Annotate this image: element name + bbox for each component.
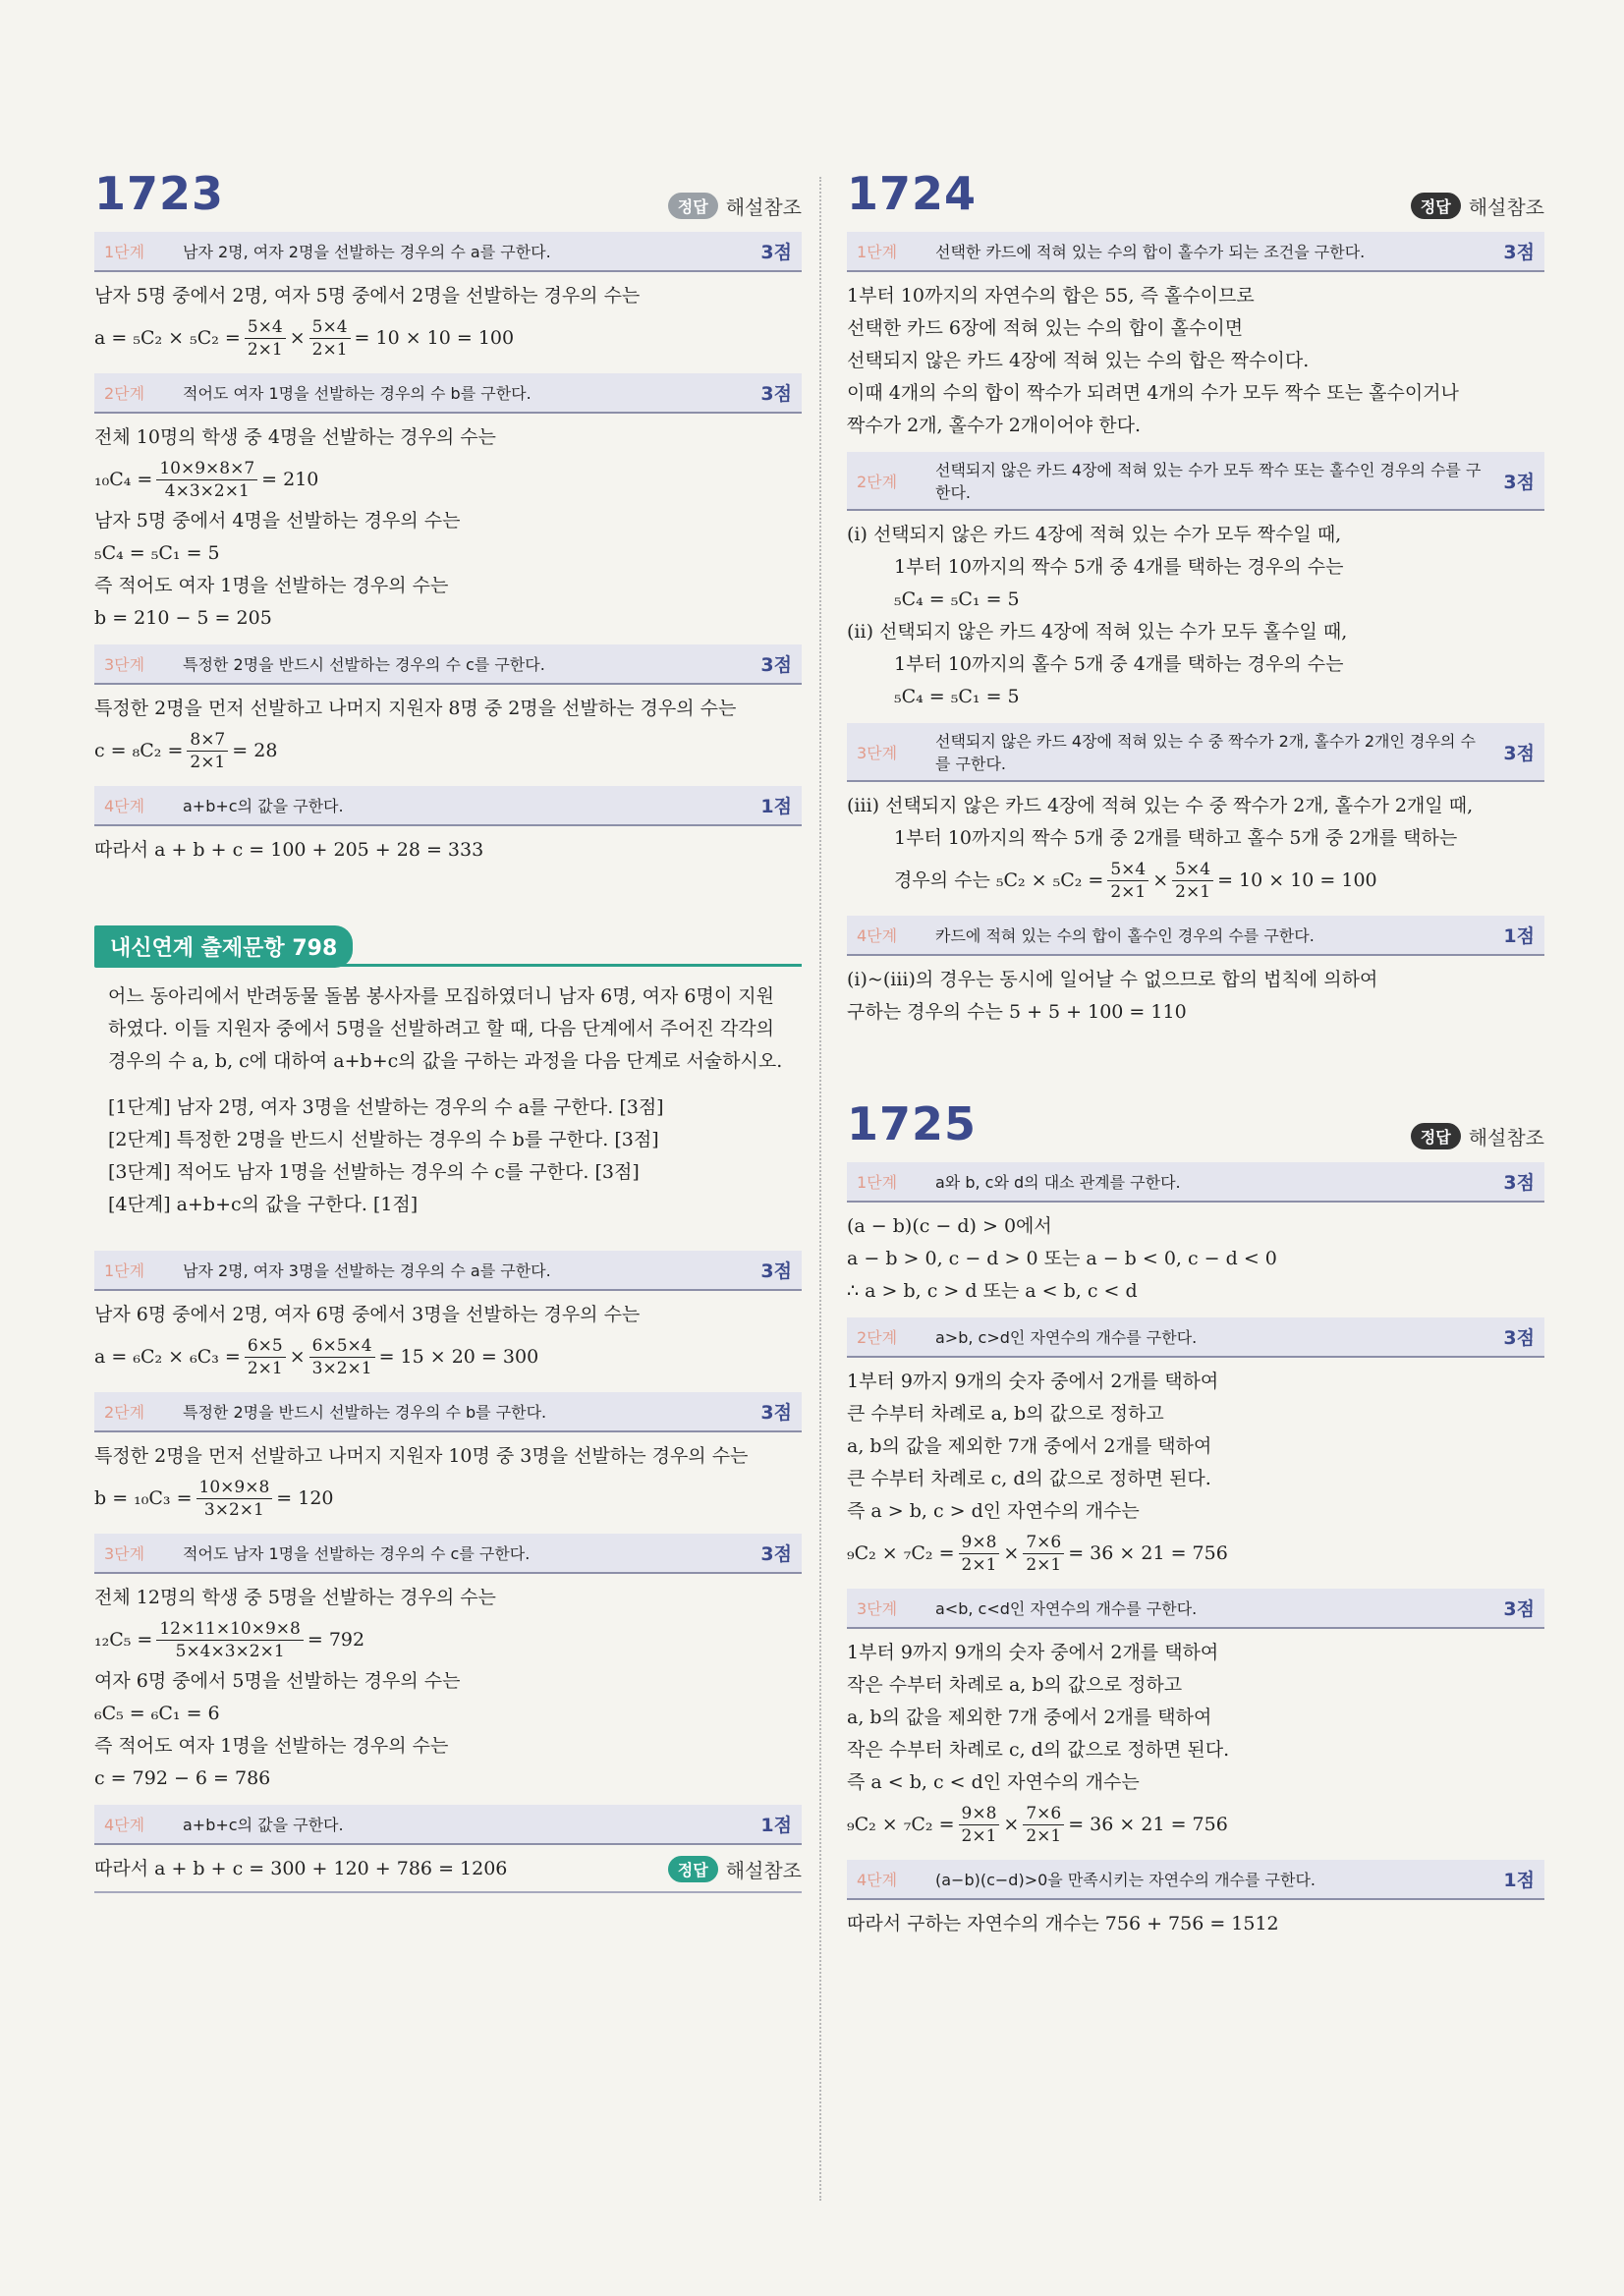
step-tag: 4단계	[104, 1816, 145, 1834]
formula-line	[847, 1799, 1544, 1850]
step-tag: 2단계	[857, 472, 898, 491]
step-tag: 2단계	[104, 1403, 145, 1422]
solution-line: 남자 6명 중에서 2명, 여자 6명 중에서 3명을 선발하는 경우의 수는	[94, 1304, 641, 1325]
solution-line: 작은 수부터 차례로 c, d의 값으로 정하면 된다.	[847, 1739, 1230, 1761]
answer-badge: 정답	[1411, 1123, 1461, 1149]
formula-prefix: ₁₂C₅ =	[94, 1629, 153, 1651]
solution-line: 1부터 9까지 9개의 숫자 중에서 2개를 택하여	[847, 1371, 1219, 1392]
solution-line: ₅C₄ = ₅C₁ = 5	[894, 686, 1020, 707]
formula-line	[94, 454, 802, 505]
solution-line: (ⅱ) 선택되지 않은 카드 4장에 적혀 있는 수가 모두 홀수일 때,	[847, 621, 1348, 643]
numerator: 6×5×4	[309, 1335, 375, 1358]
problem-steps	[94, 1078, 802, 1241]
step-tag: 1단계	[104, 243, 145, 261]
solution-line: 즉 a > b, c > d인 자연수의 개수는	[847, 1500, 1140, 1522]
solution-line: 이때 4개의 수의 합이 짝수가 되려면 4개의 수가 모두 짝수 또는 홀수이거나	[847, 382, 1459, 404]
numerator: 5×4	[1107, 859, 1148, 881]
answer-text: 해설참조	[1468, 196, 1544, 219]
problem-header-1725	[847, 1097, 1544, 1150]
formula-line	[94, 1473, 802, 1524]
solution-line: ₆C₅ = ₆C₁ = 6	[94, 1703, 220, 1724]
step-points: 3점	[760, 654, 792, 676]
step-tag: 4단계	[857, 926, 898, 945]
step-tag: 4단계	[104, 797, 145, 815]
solution-line: 즉 적어도 여자 1명을 선발하는 경우의 수는	[94, 575, 449, 596]
answer-text: 해설참조	[725, 196, 802, 219]
solution-line: 남자 5명 중에서 2명, 여자 5명 중에서 2명을 선발하는 경우의 수는	[94, 285, 641, 307]
denominator: 3×2×1	[311, 1358, 372, 1378]
step-title: a+b+c의 값을 구한다.	[183, 1816, 344, 1834]
formula-prefix: 경우의 수는 ₅C₂ × ₅C₂ =	[894, 869, 1104, 891]
step-points: 3점	[1503, 1172, 1535, 1194]
numerator: 9×8	[959, 1803, 1000, 1825]
denominator: 2×1	[247, 1358, 283, 1378]
step-tag: 3단계	[857, 1599, 898, 1618]
solution-line: (a − b)(c − d) > 0에서	[847, 1215, 1052, 1237]
problem-number: 1725	[847, 1097, 978, 1150]
formula-prefix: c = ₈C₂ =	[94, 740, 184, 761]
numerator: 6×5	[245, 1335, 286, 1358]
step-points: 3점	[760, 383, 792, 405]
denominator: 2×1	[190, 752, 226, 772]
denominator: 2×1	[311, 339, 348, 360]
answer-text: 해설참조	[725, 1859, 802, 1882]
solution-line: 즉 적어도 여자 1명을 선발하는 경우의 수는	[94, 1735, 449, 1757]
solution-line: 1부터 10까지의 자연수의 합은 55, 즉 홀수이므로	[847, 285, 1255, 307]
problem-step: [1단계] 남자 2명, 여자 3명을 선발하는 경우의 수 a를 구한다. [3점]	[108, 1096, 664, 1118]
step-header	[94, 1392, 802, 1432]
step-header	[847, 452, 1544, 511]
solution-line: (ⅰ) 선택되지 않은 카드 4장에 적혀 있는 수가 모두 짝수일 때,	[847, 524, 1342, 545]
numerator: 9×8	[959, 1532, 1000, 1554]
formula-prefix: ₉C₂ × ₇C₂ =	[847, 1542, 955, 1564]
solution-line: a, b의 값을 제외한 7개 중에서 2개를 택하여	[847, 1435, 1212, 1457]
solution-line: 따라서 a + b + c = 100 + 205 + 28 = 333	[94, 839, 484, 861]
answer-label	[1411, 1122, 1544, 1150]
numerator: 5×4	[245, 316, 286, 339]
formula-line	[847, 1528, 1544, 1579]
step-header	[94, 1805, 802, 1845]
step-header	[847, 232, 1544, 272]
answer-label	[668, 1855, 802, 1883]
formula-result: = 210	[261, 469, 319, 490]
solution-line: ₅C₄ = ₅C₁ = 5	[94, 542, 220, 564]
step-points: 3점	[1503, 471, 1535, 493]
step-title: 선택되지 않은 카드 4장에 적혀 있는 수 중 짝수가 2개, 홀수가 2개인 경우의 수를 구한다.	[935, 732, 1476, 773]
formula-result: = 10 × 10 = 100	[354, 327, 515, 349]
formula-line	[94, 1614, 802, 1665]
step-tag: 4단계	[857, 1871, 898, 1889]
solution-line: 선택한 카드 6장에 적혀 있는 수의 합이 홀수이면	[847, 317, 1244, 339]
formula-result: = 36 × 21 = 756	[1068, 1542, 1228, 1564]
numerator: 10×9×8	[196, 1477, 273, 1499]
solution-line: 큰 수부터 차례로 a, b의 값으로 정하고	[847, 1403, 1164, 1425]
fraction	[156, 1618, 304, 1662]
formula-prefix: ₁₀C₄ =	[94, 469, 153, 490]
step-title: a와 b, c와 d의 대소 관계를 구한다.	[935, 1173, 1181, 1192]
problem-number: 1723	[94, 167, 225, 220]
solution-line: 1부터 10까지의 짝수 5개 중 2개를 택하고 홀수 5개 중 2개를 택하는	[894, 827, 1458, 849]
step-title: 카드에 적혀 있는 수의 합이 홀수인 경우의 수를 구한다.	[935, 926, 1315, 945]
step-points: 1점	[760, 796, 792, 817]
times-sign: ×	[1003, 1542, 1020, 1564]
step-title: 선택한 카드에 적혀 있는 수의 합이 홀수가 되는 조건을 구한다.	[935, 243, 1366, 261]
section-gap	[847, 1029, 1544, 1097]
answer-text: 해설참조	[1468, 1126, 1544, 1149]
naesin-banner: 내신연계 출제문항 798	[94, 925, 353, 968]
final-answer-row	[94, 1853, 802, 1885]
numerator: 7×6	[1023, 1803, 1064, 1825]
answer-badge: 정답	[668, 193, 718, 219]
formula-result: = 15 × 20 = 300	[378, 1346, 539, 1368]
fraction	[156, 458, 257, 502]
step-header	[847, 1860, 1544, 1900]
step-tag: 1단계	[857, 1173, 898, 1192]
formula-prefix: b = ₁₀C₃ =	[94, 1487, 193, 1509]
step-points: 3점	[1503, 1598, 1535, 1620]
step-points: 3점	[760, 242, 792, 263]
step-header	[94, 232, 802, 272]
formula-prefix: a = ₆C₂ × ₆C₃ =	[94, 1346, 241, 1368]
fraction	[1023, 1532, 1064, 1576]
step-title: 남자 2명, 여자 2명을 선발하는 경우의 수 a를 구한다.	[183, 243, 551, 261]
solution-line: 특정한 2명을 먼저 선발하고 나머지 지원자 8명 중 2명을 선발하는 경우의 수는	[94, 698, 737, 719]
step-title: 적어도 여자 1명을 선발하는 경우의 수 b를 구한다.	[183, 384, 532, 403]
fraction	[245, 1335, 286, 1379]
fraction	[309, 316, 351, 361]
step-header	[94, 1534, 802, 1574]
step-points: 3점	[760, 1402, 792, 1424]
left-column	[94, 167, 802, 1893]
denominator: 5×4×3×2×1	[175, 1641, 285, 1661]
problem-step: [3단계] 적어도 남자 1명을 선발하는 경우의 수 c를 구한다. [3점]	[108, 1161, 640, 1183]
denominator: 2×1	[1026, 1554, 1062, 1575]
denominator: 2×1	[961, 1554, 997, 1575]
step-tag: 2단계	[857, 1328, 898, 1347]
numerator: 12×11×10×9×8	[156, 1618, 304, 1641]
formula-result: = 792	[307, 1629, 365, 1651]
problem-step: [2단계] 특정한 2명을 반드시 선발하는 경우의 수 b를 구한다. [3점]	[108, 1129, 659, 1150]
step-tag: 1단계	[104, 1261, 145, 1280]
step-points: 1점	[760, 1815, 792, 1836]
problem-statement: 어느 동아리에서 반려동물 돌봄 봉사자를 모집하였더니 남자 6명, 여자 6명이 지원하였다. 이들 지원자 중에서 5명을 선발하려고 할 때, 다음 단계에서 주어진 각각의 경우의 수 a, b, c에 대하여 a+b+c의 값을 구하는 과정을 다음 단계로 서술하시오.	[108, 985, 783, 1072]
numerator: 5×4	[309, 316, 351, 339]
solution-line: 따라서 a + b + c = 300 + 120 + 786 = 1206	[94, 1858, 508, 1879]
step-header	[847, 723, 1544, 782]
formula-prefix: a = ₅C₂ × ₅C₂ =	[94, 327, 241, 349]
denominator: 2×1	[1110, 881, 1147, 902]
step-points: 3점	[760, 1260, 792, 1282]
solution-line: 짝수가 2개, 홀수가 2개이어야 한다.	[847, 415, 1142, 436]
solution-line: (ⅲ) 선택되지 않은 카드 4장에 적혀 있는 수 중 짝수가 2개, 홀수가 2개일 때,	[847, 795, 1474, 816]
solution-line: 구하는 경우의 수는 5 + 5 + 100 = 110	[847, 1001, 1187, 1023]
denominator: 4×3×2×1	[164, 480, 250, 501]
step-tag: 3단계	[857, 743, 898, 762]
step-header	[847, 1162, 1544, 1203]
solution-line: 특정한 2명을 먼저 선발하고 나머지 지원자 10명 중 3명을 선발하는 경우의 수는	[94, 1445, 749, 1467]
solution-line: 전체 10명의 학생 중 4명을 선발하는 경우의 수는	[94, 426, 496, 448]
fraction	[187, 729, 228, 773]
step-header	[94, 1251, 802, 1291]
numerator: 5×4	[1172, 859, 1213, 881]
solution-line: c = 792 − 6 = 786	[94, 1767, 271, 1789]
step-title: a<b, c<d인 자연수의 개수를 구한다.	[935, 1599, 1198, 1618]
times-sign: ×	[1003, 1814, 1020, 1835]
problem-step: [4단계] a+b+c의 값을 구한다. [1점]	[108, 1194, 419, 1215]
solution-line: 즉 a < b, c < d인 자연수의 개수는	[847, 1771, 1140, 1793]
formula-result: = 36 × 21 = 756	[1068, 1814, 1228, 1835]
fraction	[959, 1803, 1000, 1847]
formula-line	[94, 725, 802, 776]
step-points: 3점	[1503, 242, 1535, 263]
step-title: 특정한 2명을 반드시 선발하는 경우의 수 c를 구한다.	[183, 655, 545, 674]
fraction	[1172, 859, 1213, 903]
step-header	[94, 786, 802, 826]
solution-line: a − b > 0, c − d > 0 또는 a − b < 0, c − d < 0	[847, 1248, 1277, 1269]
solution-line: ₅C₄ = ₅C₁ = 5	[894, 588, 1020, 610]
formula-result: = 28	[232, 740, 278, 761]
right-column	[847, 167, 1544, 1940]
step-points: 1점	[1503, 1870, 1535, 1891]
solution-line: 전체 12명의 학생 중 5명을 선발하는 경우의 수는	[94, 1587, 496, 1608]
formula-line	[847, 855, 1544, 906]
column-divider	[819, 177, 821, 2201]
solution-line: (ⅰ)~(ⅲ)의 경우는 동시에 일어날 수 없으므로 합의 법칙에 의하여	[847, 969, 1378, 990]
step-points: 3점	[760, 1543, 792, 1565]
fraction	[1023, 1803, 1064, 1847]
fraction	[1107, 859, 1148, 903]
fraction	[959, 1532, 1000, 1576]
step-header	[847, 916, 1544, 956]
formula-line	[94, 312, 802, 364]
solution-line: 남자 5명 중에서 4명을 선발하는 경우의 수는	[94, 510, 461, 532]
problem-header-1723	[94, 167, 802, 220]
numerator: 8×7	[187, 729, 228, 752]
solution-line: 선택되지 않은 카드 4장에 적혀 있는 수의 합은 짝수이다.	[847, 350, 1310, 371]
denominator: 2×1	[961, 1825, 997, 1846]
formula-prefix: ₉C₂ × ₇C₂ =	[847, 1814, 955, 1835]
solution-line: ∴ a > b, c > d 또는 a < b, c < d	[847, 1280, 1138, 1302]
denominator: 2×1	[247, 339, 283, 360]
solution-line: 따라서 구하는 자연수의 개수는 756 + 756 = 1512	[847, 1913, 1279, 1934]
step-title: 적어도 남자 1명을 선발하는 경우의 수 c를 구한다.	[183, 1544, 531, 1563]
step-points: 3점	[1503, 742, 1535, 764]
step-header	[847, 1589, 1544, 1629]
answer-label	[668, 192, 802, 220]
denominator: 2×1	[1175, 881, 1211, 902]
step-title: 선택되지 않은 카드 4장에 적혀 있는 수가 모두 짝수 또는 홀수인 경우의 수를 구한다.	[935, 461, 1482, 502]
denominator: 2×1	[1026, 1825, 1062, 1846]
fraction	[309, 1335, 375, 1379]
step-title: a>b, c>d인 자연수의 개수를 구한다.	[935, 1328, 1198, 1347]
step-header	[847, 1317, 1544, 1358]
solution-line: 큰 수부터 차례로 c, d의 값으로 정하면 된다.	[847, 1468, 1211, 1489]
step-tag: 3단계	[104, 655, 145, 674]
numerator: 10×9×8×7	[156, 458, 257, 480]
step-title: a+b+c의 값을 구한다.	[183, 797, 344, 815]
answer-label	[1411, 192, 1544, 220]
formula-line	[94, 1331, 802, 1382]
times-sign: ×	[1152, 869, 1169, 891]
solution-line: 여자 6명 중에서 5명을 선발하는 경우의 수는	[94, 1670, 461, 1692]
fraction	[196, 1477, 273, 1521]
numerator: 7×6	[1023, 1532, 1064, 1554]
step-header	[94, 373, 802, 414]
step-tag: 1단계	[857, 243, 898, 261]
solution-line: b = 210 − 5 = 205	[94, 607, 272, 629]
problem-number: 1724	[847, 167, 978, 220]
step-title: 남자 2명, 여자 3명을 선발하는 경우의 수 a를 구한다.	[183, 1261, 551, 1280]
step-points: 3점	[1503, 1327, 1535, 1349]
solution-line: 작은 수부터 차례로 a, b의 값으로 정하고	[847, 1674, 1183, 1696]
step-header	[94, 644, 802, 685]
step-tag: 2단계	[104, 384, 145, 403]
answer-badge: 정답	[668, 1856, 718, 1882]
times-sign: ×	[289, 327, 306, 349]
section-end-rule	[94, 1891, 802, 1893]
step-title: 특정한 2명을 반드시 선발하는 경우의 수 b를 구한다.	[183, 1403, 547, 1422]
times-sign: ×	[289, 1346, 306, 1368]
fraction	[245, 316, 286, 361]
solution-line: 1부터 9까지 9개의 숫자 중에서 2개를 택하여	[847, 1642, 1219, 1663]
step-tag: 3단계	[104, 1544, 145, 1563]
solution-line: 1부터 10까지의 짝수 5개 중 4개를 택하는 경우의 수는	[894, 556, 1344, 578]
solution-line: 1부터 10까지의 홀수 5개 중 4개를 택하는 경우의 수는	[894, 653, 1344, 675]
step-points: 1점	[1503, 925, 1535, 947]
solution-line: a, b의 값을 제외한 7개 중에서 2개를 택하여	[847, 1707, 1212, 1728]
denominator: 3×2×1	[203, 1499, 264, 1520]
formula-result: = 10 × 10 = 100	[1217, 869, 1377, 891]
problem-header-1724	[847, 167, 1544, 220]
step-title: (a−b)(c−d)>0을 만족시키는 자연수의 개수를 구한다.	[935, 1871, 1316, 1889]
answer-badge: 정답	[1411, 193, 1461, 219]
formula-result: = 120	[276, 1487, 334, 1509]
